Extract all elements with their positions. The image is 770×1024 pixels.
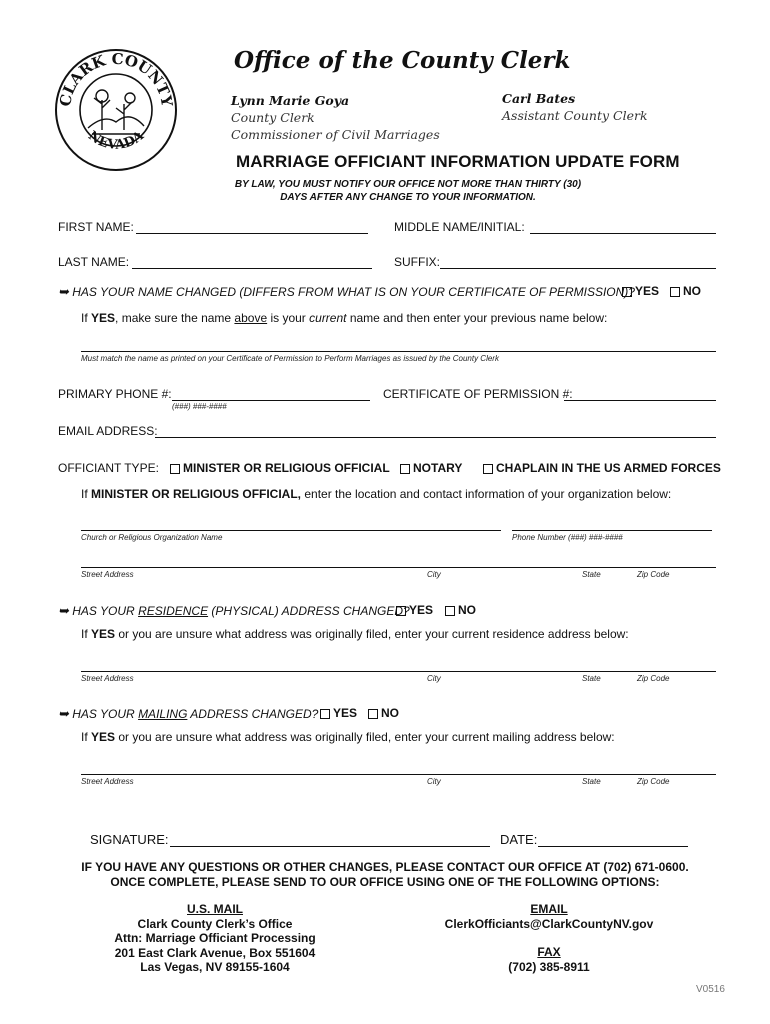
state-label: State (582, 674, 601, 683)
email-field[interactable] (155, 437, 716, 438)
mailing-no[interactable] (368, 706, 399, 720)
email-label: EMAIL ADDRESS: (58, 424, 158, 438)
svg-text:NEVADA (85, 128, 147, 153)
fax-heading: FAX (537, 945, 561, 959)
email-value[interactable]: ClerkOfficiants@ClarkCountyNV.gov (444, 916, 654, 931)
street-address-label: Street Address (81, 570, 134, 579)
contact-notice (40, 860, 730, 889)
checkbox-icon[interactable] (622, 287, 632, 297)
date-field[interactable] (538, 846, 688, 847)
office-title: Office of the County Clerk (234, 47, 571, 74)
certificate-field[interactable] (564, 400, 716, 401)
arrow-icon: ➥ (58, 706, 69, 721)
if-yes-res-b: YES (91, 627, 116, 641)
street-address-label: Street Address (81, 777, 134, 786)
if-yes-res-a: If (81, 627, 88, 641)
mail-line-4: Las Vegas, NV 89155-1604 (140, 960, 290, 974)
mail-option (90, 902, 340, 975)
zip-label: Zip Code (637, 777, 670, 786)
city-label: City (427, 777, 441, 786)
residence-q-b: RESIDENCE (138, 604, 209, 618)
checkbox-icon[interactable] (445, 606, 455, 616)
arrow-icon: ➥ (58, 284, 69, 299)
fax-value: (702) 385-8911 (508, 959, 590, 974)
yes-label: YES (409, 603, 434, 617)
city-label: City (427, 674, 441, 683)
church-name-label: Church or Religious Organization Name (81, 533, 223, 542)
no-label: NO (683, 284, 701, 298)
must-match-note: Must match the name as printed on your Certificate of Permission to Perform Marriages as issued by the County Clerk (81, 354, 499, 363)
type-chaplain-label: CHAPLAIN IN THE US ARMED FORCES (496, 461, 721, 475)
checkbox-icon[interactable] (400, 464, 410, 474)
type-minister-option[interactable] (170, 461, 390, 475)
middle-name-field[interactable] (530, 233, 716, 234)
date-label: DATE: (500, 832, 538, 847)
officiant-type-label: OFFICIANT TYPE: (58, 461, 159, 475)
mail-line-1: Clark County Clerk’s Office (137, 916, 293, 931)
name-changed-question (58, 284, 635, 300)
no-label: NO (458, 603, 476, 617)
org-phone-label: Phone Number (###) ###-#### (512, 533, 623, 542)
no-label: NO (381, 706, 399, 720)
email-heading: EMAIL (530, 902, 568, 916)
mailing-address-field[interactable] (81, 774, 716, 775)
clerk-title: County Clerk (231, 110, 315, 125)
residence-q-a: HAS YOUR (72, 604, 135, 618)
name-changed-yes[interactable] (622, 284, 659, 298)
signature-label: SIGNATURE: (90, 832, 169, 847)
last-name-label: LAST NAME: (58, 255, 130, 269)
checkbox-icon[interactable] (368, 709, 378, 719)
seal-top-text: CLARK COUNTY (55, 49, 177, 108)
assistant-title: Assistant County Clerk (502, 108, 648, 123)
notice (208, 178, 608, 204)
suffix-field[interactable] (440, 268, 716, 269)
name-changed-no[interactable] (670, 284, 701, 298)
seal-bottom-text: NEVADA (85, 128, 147, 153)
mailing-yes[interactable] (320, 706, 357, 720)
if-minister-b: MINISTER OR RELIGIOUS OFFICIAL, (91, 487, 302, 501)
yes-label: YES (333, 706, 358, 720)
questions-line-1: IF YOU HAVE ANY QUESTIONS OR OTHER CHANGES, PLEASE CONTACT OUR OFFICE AT (702) 671-0600. (81, 860, 689, 874)
email-fax-option (420, 902, 678, 974)
mailing-question (58, 706, 318, 722)
suffix-label: SUFFIX: (394, 255, 441, 269)
notice-line-2: DAYS AFTER ANY CHANGE TO YOUR INFORMATION. (280, 192, 536, 203)
if-yes-mailing-instruction (81, 730, 615, 744)
checkbox-icon[interactable] (396, 606, 406, 616)
if-yes-mail-b: YES (91, 730, 116, 744)
zip-label: Zip Code (637, 570, 670, 579)
signature-field[interactable] (170, 846, 490, 847)
checkbox-icon[interactable] (170, 464, 180, 474)
clark-county-seal (54, 48, 178, 172)
street-address-label: Street Address (81, 674, 134, 683)
previous-name-field[interactable] (81, 351, 716, 352)
questions-line-2: ONCE COMPLETE, PLEASE SEND TO OUR OFFICE USING ONE OF THE FOLLOWING OPTIONS: (110, 874, 660, 889)
residence-yes[interactable] (396, 603, 433, 617)
primary-phone-field[interactable] (172, 400, 370, 401)
mailing-q-a: HAS YOUR (72, 707, 135, 721)
first-name-field[interactable] (136, 233, 368, 234)
clerk-name: Lynn Marie Goya (231, 93, 350, 108)
residence-q-c: (PHYSICAL) ADDRESS CHANGED? (211, 604, 410, 618)
first-name-label: FIRST NAME: (58, 220, 134, 234)
type-chaplain-option[interactable] (483, 461, 721, 475)
residence-address-field[interactable] (81, 671, 716, 672)
mailing-q-b: MAILING (138, 707, 188, 721)
phone-format-hint: (###) ###-#### (172, 402, 227, 411)
middle-name-label: MIDDLE NAME/INITIAL: (394, 220, 525, 234)
residence-question (58, 603, 410, 619)
city-label: City (427, 570, 441, 579)
yes-label: YES (635, 284, 660, 298)
org-address-field[interactable] (81, 567, 716, 568)
if-yes-name-instruction: If YES, make sure the name above is your current name and then enter your previous name below: (81, 311, 608, 325)
notice-line-1: BY LAW, YOU MUST NOTIFY OUR OFFICE NOT MORE THAN THIRTY (30) (234, 179, 582, 190)
if-minister-c: enter the location and contact information of your organization below: (304, 487, 672, 501)
mailing-q-c: ADDRESS CHANGED? (190, 707, 319, 721)
checkbox-icon[interactable] (320, 709, 330, 719)
primary-phone-label: PRIMARY PHONE #: (58, 387, 172, 401)
arrow-icon: ➥ (58, 603, 69, 618)
church-name-field[interactable] (81, 530, 501, 531)
svg-text:CLARK COUNTY (56, 50, 176, 108)
last-name-field[interactable] (132, 268, 372, 269)
type-notary-label: NOTARY (413, 461, 463, 475)
state-label: State (582, 777, 601, 786)
if-minister-instruction (81, 487, 671, 501)
state-label: State (582, 570, 601, 579)
form-title: MARRIAGE OFFICIANT INFORMATION UPDATE FORM (236, 152, 680, 171)
type-minister-label: MINISTER OR RELIGIOUS OFFICIAL (183, 461, 390, 475)
type-notary-option[interactable] (400, 461, 462, 475)
version-code: V0516 (696, 984, 725, 995)
if-yes-residence-instruction (81, 627, 629, 641)
clerk-title-2: Commissioner of Civil Marriages (231, 127, 440, 142)
zip-label: Zip Code (637, 674, 670, 683)
mail-heading: U.S. MAIL (187, 902, 243, 916)
if-yes-mail-a: If (81, 730, 88, 744)
if-minister-a: If (81, 487, 88, 501)
org-phone-field[interactable] (512, 530, 712, 531)
checkbox-icon[interactable] (483, 464, 493, 474)
mail-line-2: Attn: Marriage Officiant Processing (114, 931, 316, 945)
checkbox-icon[interactable] (670, 287, 680, 297)
if-yes-res-c: or you are unsure what address was originally filed, enter your current residence address below: (118, 627, 629, 641)
certificate-label: CERTIFICATE OF PERMISSION #: (383, 387, 573, 401)
if-yes-mail-c: or you are unsure what address was originally filed, enter your current mailing address below: (118, 730, 615, 744)
mail-line-3: 201 East Clark Avenue, Box 551604 (114, 945, 316, 960)
name-changed-text: HAS YOUR NAME CHANGED (DIFFERS FROM WHAT IS ON YOUR CERTIFICATE OF PERMISSION)? (72, 285, 635, 299)
assistant-name: Carl Bates (502, 91, 576, 106)
residence-no[interactable] (445, 603, 476, 617)
